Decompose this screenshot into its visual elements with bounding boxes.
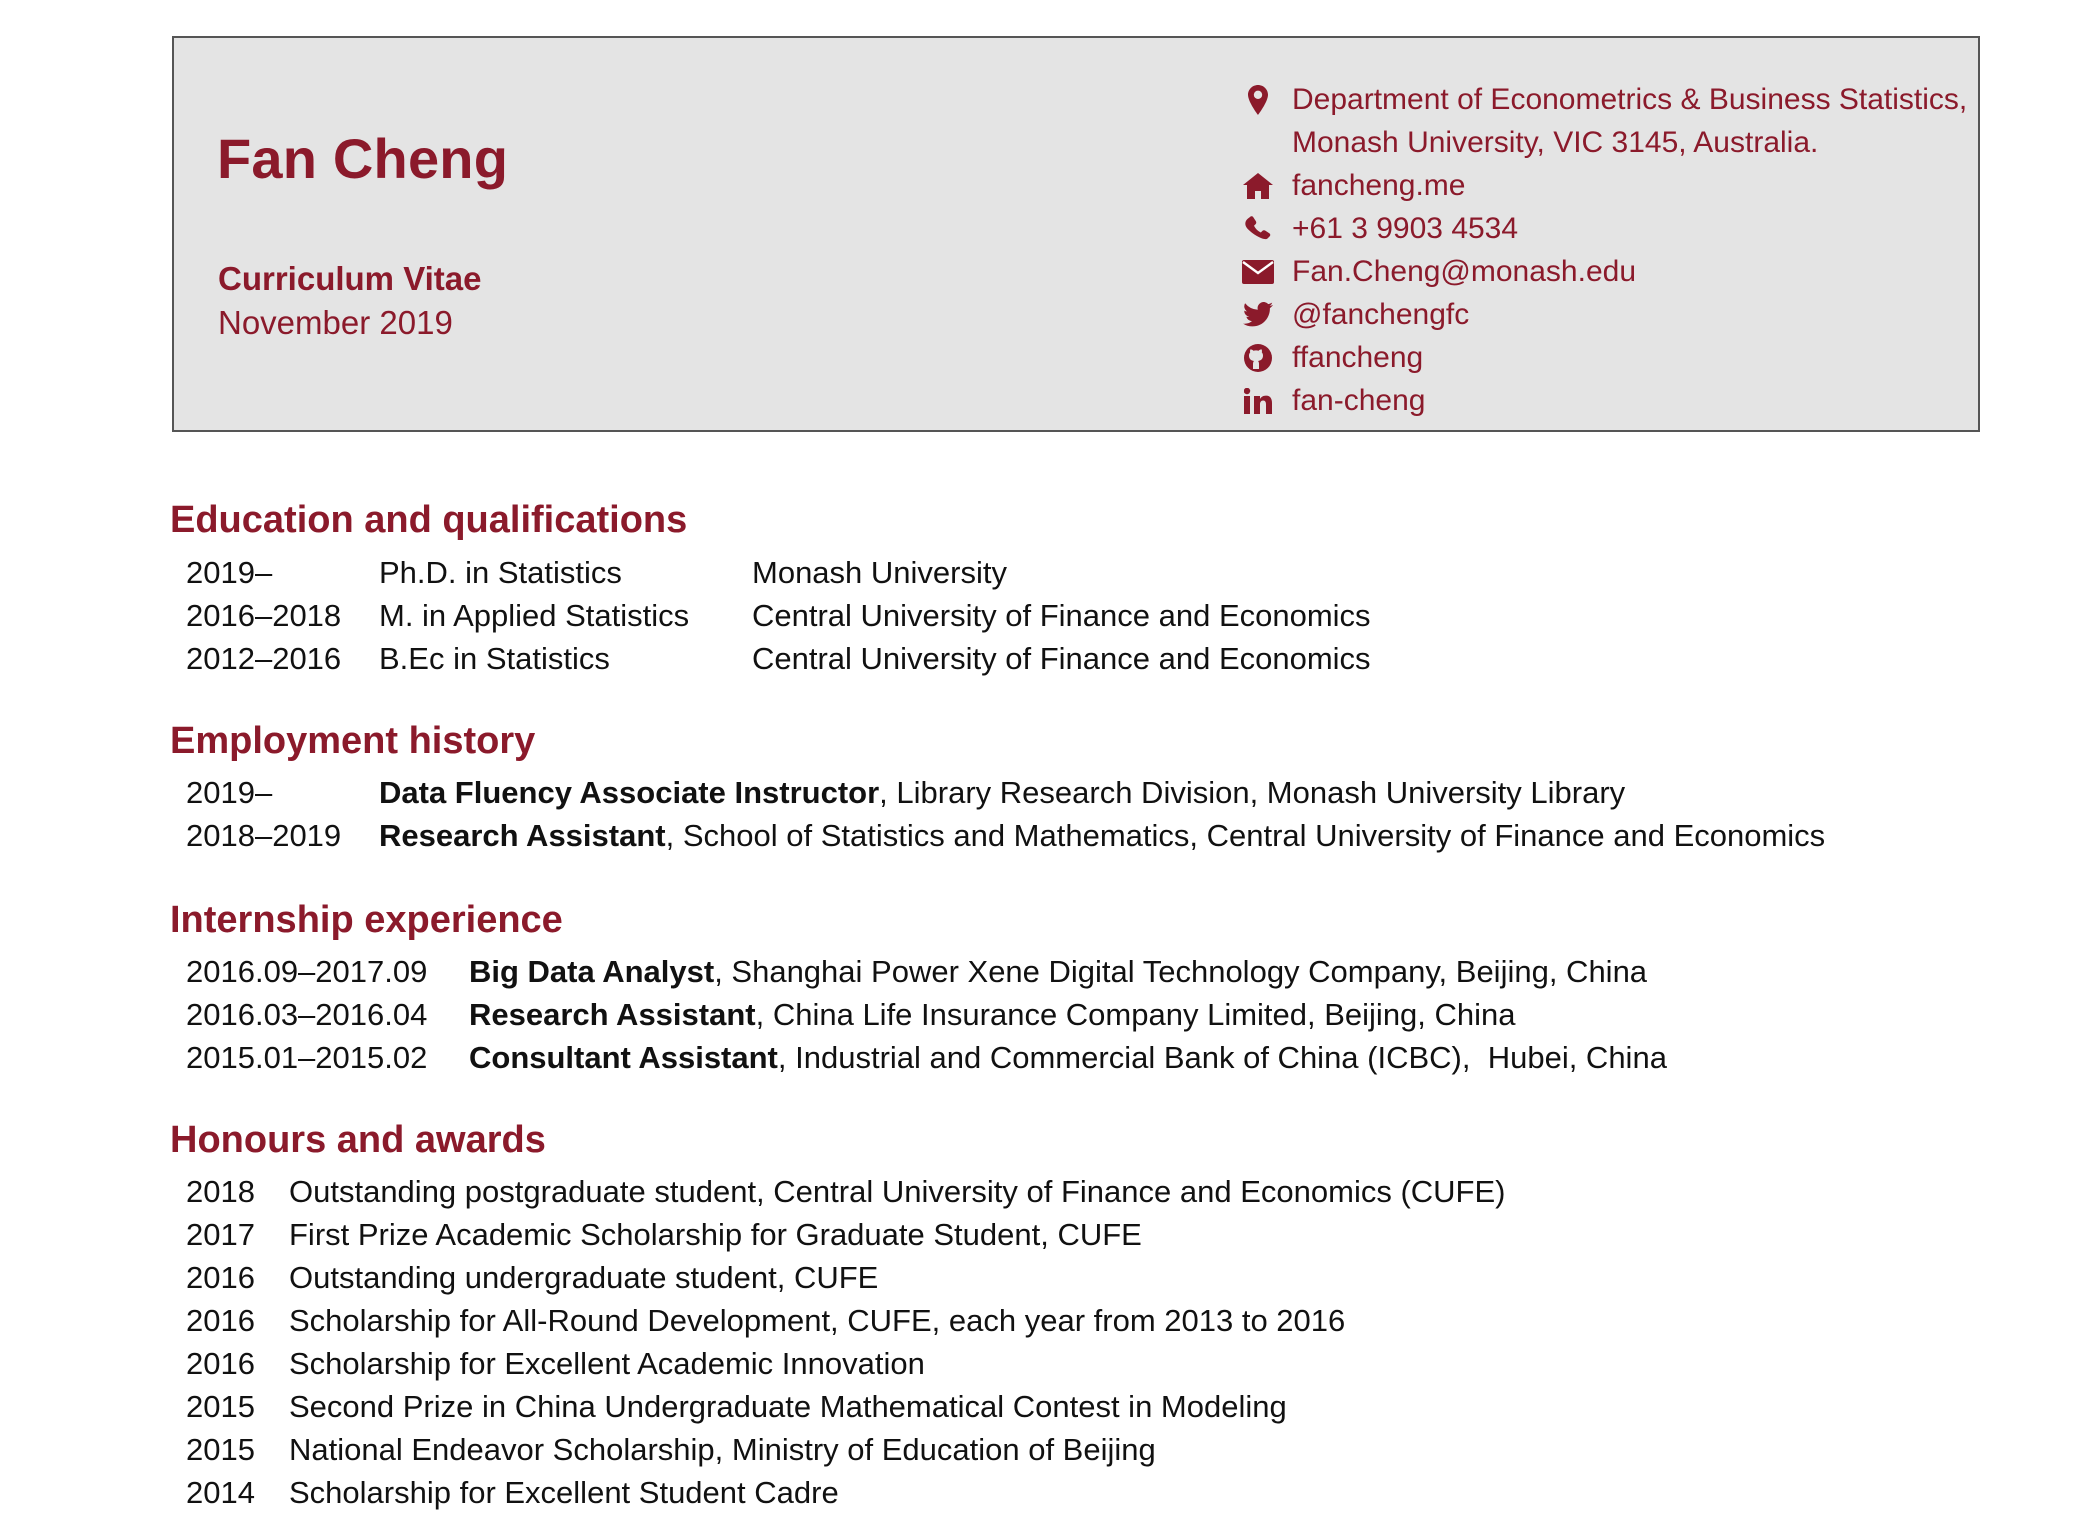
contact-address (1228, 78, 1967, 164)
award-text: First Prize Academic Scholarship for Graduate Student, CUFE (289, 1217, 1142, 1252)
contact-email[interactable] (1228, 250, 1967, 293)
cv-label: Curriculum Vitae (218, 260, 482, 297)
award-text: Outstanding undergraduate student, CUFE (289, 1260, 879, 1295)
edu-years: 2016–2018 (186, 598, 342, 633)
award-text: Outstanding postgraduate student, Central University of Finance and Economics (CUFE) (289, 1174, 1506, 1209)
table-row (186, 993, 1667, 1036)
list-item (186, 1299, 1505, 1342)
email-link[interactable]: Fan.Cheng@monash.edu (1292, 255, 1637, 288)
intern-role: Research Assistant (469, 997, 756, 1032)
github-username[interactable]: ffancheng (1292, 341, 1424, 374)
employment-title: Employment history (170, 720, 536, 762)
contact-phone[interactable] (1228, 207, 1967, 250)
edu-institution: Central University of Finance and Economics (752, 598, 1371, 633)
list-item (186, 1471, 1505, 1514)
edu-years: 2012–2016 (186, 641, 342, 676)
edu-degree: B.Ec in Statistics (379, 641, 610, 676)
emp-years: 2019– (186, 775, 273, 810)
education-section (170, 490, 1371, 680)
award-year: 2017 (186, 1217, 255, 1252)
emp-role: Data Fluency Associate Instructor (379, 775, 880, 810)
honours-section (170, 1110, 1505, 1514)
intern-role: Big Data Analyst (469, 954, 715, 989)
honours-title: Honours and awards (170, 1119, 546, 1161)
intern-dates: 2016.09–2017.09 (186, 954, 428, 989)
list-item (186, 1256, 1505, 1299)
table-row (186, 950, 1667, 993)
list-item (186, 1213, 1505, 1256)
cv-date: November 2019 (218, 304, 453, 341)
award-year: 2016 (186, 1303, 255, 1338)
internship-title: Internship experience (170, 899, 563, 941)
intern-detail: , Shanghai Power Xene Digital Technology Company, Beijing, China (714, 954, 1648, 989)
edu-institution: Central University of Finance and Economics (752, 641, 1371, 676)
education-title: Education and qualifications (170, 499, 688, 541)
map-marker-icon (1228, 78, 1288, 121)
list-item (186, 1342, 1505, 1385)
home-icon (1228, 164, 1288, 207)
intern-dates: 2015.01–2015.02 (186, 1040, 428, 1075)
award-year: 2014 (186, 1475, 255, 1510)
table-row (186, 1036, 1667, 1079)
intern-detail: , China Life Insurance Company Limited, Beijing, China (755, 997, 1516, 1032)
contact-twitter[interactable] (1228, 293, 1967, 336)
twitter-icon (1228, 293, 1288, 336)
intern-detail: , Industrial and Commercial Bank of China (ICBC), Hubei, China (777, 1040, 1667, 1075)
table-row (186, 594, 1371, 637)
emp-years: 2018–2019 (186, 818, 342, 853)
contact-linkedin[interactable] (1228, 379, 1967, 422)
award-year: 2015 (186, 1389, 255, 1424)
intern-dates: 2016.03–2016.04 (186, 997, 428, 1032)
edu-institution: Monash University (752, 555, 1007, 590)
edu-degree: M. in Applied Statistics (379, 598, 690, 633)
award-text: Scholarship for All-Round Development, CUFE, each year from 2013 to 2016 (289, 1303, 1346, 1338)
contact-website[interactable] (1228, 164, 1967, 207)
emp-role: Research Assistant (379, 818, 666, 853)
github-icon (1228, 336, 1288, 379)
table-row (186, 637, 1371, 680)
list-item (186, 1428, 1505, 1471)
address-line-1: Department of Econometrics & Business Statistics, (1292, 83, 1968, 116)
contact-list (1228, 78, 1967, 422)
award-text: Scholarship for Excellent Academic Innovation (289, 1346, 925, 1381)
edu-years: 2019– (186, 555, 273, 590)
award-year: 2015 (186, 1432, 255, 1467)
table-row (186, 551, 1371, 594)
employment-section (170, 711, 1825, 857)
table-row (186, 771, 1825, 814)
award-text: Scholarship for Excellent Student Cadre (289, 1475, 839, 1510)
award-year: 2016 (186, 1260, 255, 1295)
address-line-2: Monash University, VIC 3145, Australia. (1292, 126, 1819, 159)
award-year: 2018 (186, 1174, 255, 1209)
award-year: 2016 (186, 1346, 255, 1381)
award-text: National Endeavor Scholarship, Ministry of Education of Beijing (289, 1432, 1156, 1467)
intern-role: Consultant Assistant (469, 1040, 778, 1075)
cv-header (172, 36, 1980, 432)
person-name: Fan Cheng (217, 127, 509, 190)
website-link[interactable]: fancheng.me (1292, 169, 1466, 202)
list-item (186, 1170, 1505, 1213)
linkedin-profile[interactable]: fan-cheng (1292, 384, 1426, 417)
emp-detail: , Library Research Division, Monash University Library (879, 775, 1626, 810)
emp-detail: , School of Statistics and Mathematics, Central University of Finance and Economics (665, 818, 1826, 853)
phone-icon (1228, 207, 1288, 250)
list-item (186, 1385, 1505, 1428)
linkedin-icon (1228, 379, 1288, 422)
edu-degree: Ph.D. in Statistics (379, 555, 622, 590)
award-text: Second Prize in China Undergraduate Mathematical Contest in Modeling (289, 1389, 1287, 1424)
table-row (186, 814, 1825, 857)
contact-github[interactable] (1228, 336, 1967, 379)
phone-number[interactable]: +61 3 9903 4534 (1292, 212, 1519, 245)
internship-section (170, 890, 1667, 1079)
twitter-handle[interactable]: @fanchengfc (1292, 298, 1470, 331)
envelope-icon (1228, 250, 1288, 293)
